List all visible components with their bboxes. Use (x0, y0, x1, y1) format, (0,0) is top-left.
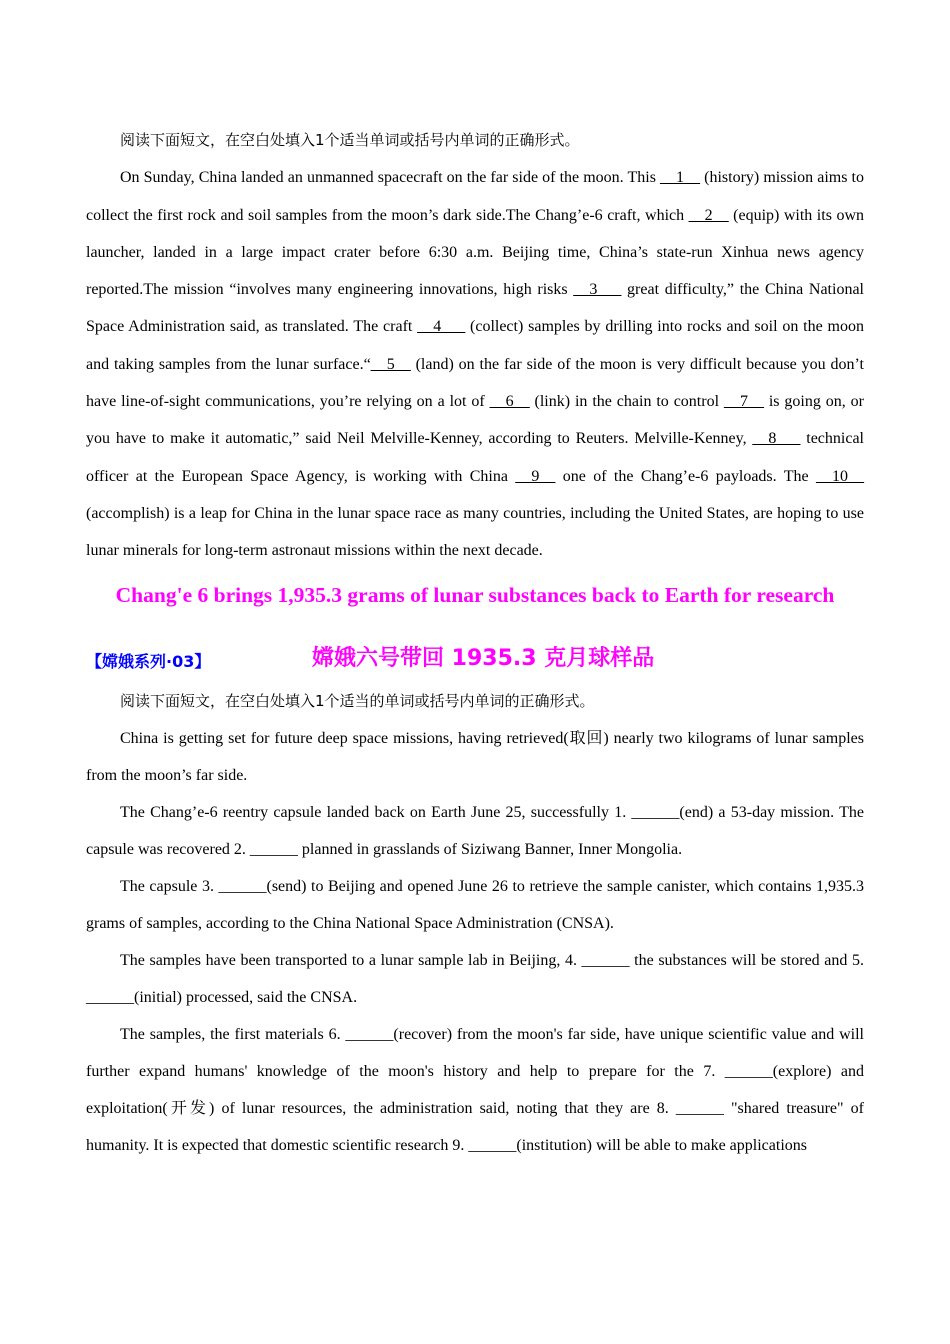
answer-blank: __3___ (573, 281, 622, 299)
passage-2-paragraph: The samples have been transported to a lunar sample lab in Beijing, 4. ______ the substances will be stored and 5. ______(initial) processed, said the CNSA. (86, 951, 864, 1006)
passage-2-paragraph: The capsule 3. ______(send) to Beijing and opened June 26 to retrieve the sample canister, which contains 1,935.3 grams of samples, according to the China National Space Administration (CNSA). (86, 877, 864, 932)
passage-2-paragraph: The samples, the first materials 6. ______(recover) from the moon's far side, have unique scientific value and will further expand humans' knowledge of the moon's history and help to prepare for the 7. ______(explore) and exploitation(开发) of lunar resources, the administration said, noting that they are 8. ______ "shared treasure" of humanity. It is expected that domestic scientific research 9. ______(institution) will be able to make applications (86, 1025, 864, 1154)
answer-blank: __9__ (515, 467, 556, 485)
answer-blank: __5__ (370, 355, 411, 373)
passage-text: technical officer at the European Space Agency, is working with China (86, 430, 864, 485)
passage-text: (equip) with its own launcher, landed in a large impact crater before 6:30 a.m. Beijing time, China’s state-run Xinhua news agency reported.The mission “involves many engineering innovations, high risks (86, 206, 864, 299)
passage-1-instruction: 阅读下面短文，在空白处填入1个适当单词或括号内单词的正确形式。 (120, 131, 580, 149)
series-tag: 【嫦娥系列·03】 (86, 651, 211, 671)
document-page (86, 122, 864, 1164)
series-title: 嫦娥六号带回 1935.3 克月球样品 (312, 645, 655, 671)
passage-text: On Sunday, China landed an unmanned spacecraft on the far side of the moon. This (120, 169, 661, 187)
passage-text: (history) mission aims to collect the first rock and soil samples from the moon’s dark side.The Chang’e-6 craft, which (86, 169, 864, 224)
passage-text: (land) on the far side of the moon is very difficult because you don’t have line-of-sight communications, you’re relying on a lot of (86, 355, 865, 411)
passage-2-paragraph: The Chang’e-6 reentry capsule landed back on Earth June 25, successfully 1. ______(end) a 53-day mission. The capsule was recovered 2. ______ planned in grasslands of Siziwang Banner, Inner Mongolia. (86, 803, 864, 858)
passage-text: one of the Chang’e-6 payloads. The (555, 467, 817, 485)
answer-blank: __1__ (660, 169, 701, 187)
passage-1 (86, 122, 864, 570)
answer-blank: __2__ (688, 206, 729, 224)
passage-2 (86, 683, 864, 1164)
passage-2-paragraph: China is getting set for future deep space missions, having retrieved(取回) nearly two kilograms of lunar samples from the moon’s far side. (86, 729, 864, 784)
article-heading: Chang'e 6 brings 1,935.3 grams of lunar substances back to Earth for research (115, 582, 835, 607)
answer-blank: __8___ (752, 430, 801, 448)
answer-blank: __10__ (816, 467, 865, 485)
passage-2-instruction: 阅读下面短文，在空白处填入1个适当的单词或括号内单词的正确形式。 (120, 691, 595, 710)
passage-text: (accomplish) is a leap for China in the lunar space race as many countries, including the United States, are hoping to use lunar minerals for long-term astronaut missions within the next decade. (86, 504, 864, 560)
passage-text: (collect) samples by drilling into rocks and soil on the moon and taking samples from the lunar surface.“ (86, 318, 864, 373)
answer-blank: __7__ (723, 393, 764, 411)
passage-1-body (86, 159, 864, 569)
passage-text: is going on, or you have to make it automatic,” said Neil Melville-Kenney, according to Reuters. Melville-Kenney, (86, 393, 865, 448)
answer-blank: __6__ (489, 393, 530, 411)
answer-blank: __4___ (417, 318, 466, 336)
passage-text: (link) in the chain to control (529, 393, 724, 411)
passage-text: great difficulty,” the China National Space Administration said, as translated. The craft (86, 281, 864, 336)
series-row (86, 641, 864, 677)
